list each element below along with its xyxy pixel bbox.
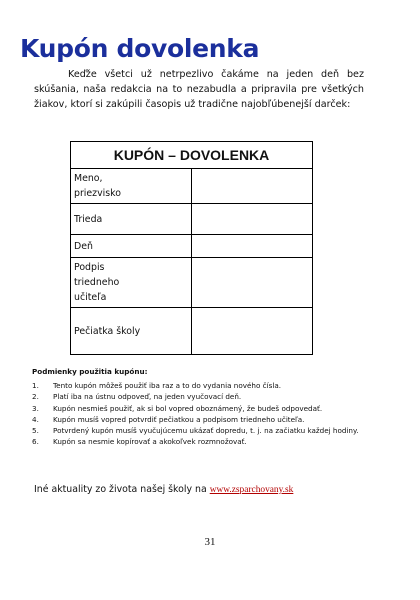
- conditions-title: Podmienky použitia kupónu:: [32, 367, 148, 376]
- school-website-link[interactable]: www.zsparchovany.sk: [209, 485, 294, 495]
- coupon-label-name: [71, 169, 192, 204]
- condition-number: 4.: [32, 414, 39, 424]
- coupon-field-signature[interactable]: [192, 258, 313, 308]
- condition-item: [32, 436, 372, 447]
- coupon-row: [71, 235, 313, 258]
- coupon-field-day[interactable]: [192, 235, 313, 258]
- coupon-heading-row: [71, 142, 313, 169]
- condition-text: Kupón nesmieš použiť, ak si bol vopred oboznámený, že budeš odpovedať.: [53, 403, 323, 413]
- label-line: Meno,: [74, 173, 103, 184]
- coupon-field-name[interactable]: [192, 169, 313, 204]
- coupon-row: [71, 308, 313, 355]
- coupon-row: [71, 204, 313, 235]
- page-number: 31: [204, 536, 216, 548]
- coupon-field-class[interactable]: [192, 204, 313, 235]
- label-line: Podpis: [74, 262, 105, 273]
- condition-number: 5.: [32, 426, 39, 436]
- coupon-label-day: [71, 235, 192, 258]
- coupon-row: [71, 169, 313, 204]
- condition-item: [32, 380, 372, 391]
- page-title: Kupón dovolenka: [20, 34, 260, 63]
- condition-text: Kupón sa nesmie kopírovať a akokoľvek rozmnožovať.: [53, 437, 247, 447]
- intro-paragraph: Keďže všetci už netrpezlivo čakáme na jeden deň bez skúšania, naša redakcia na to nezabudla a pripravila pre všetkých žiakov, ktorí si zakúpili časopis už tradične najobľúbenejší darček:: [34, 69, 364, 110]
- condition-text: Potvrdený kupón musíš vyučujúcemu ukázať dopredu, t. j. na začiatku každej hodiny.: [53, 426, 359, 436]
- coupon-table: [70, 141, 313, 355]
- coupon-heading: KUPÓN – DOVOLENKA: [71, 142, 313, 169]
- label-line: priezvisko: [74, 188, 121, 199]
- condition-text: Platí iba na ústnu odpoveď, na jeden vyučovací deň.: [53, 392, 242, 402]
- condition-number: 6.: [32, 437, 39, 447]
- condition-item: [32, 425, 372, 436]
- news-text: Iné aktuality zo života našej školy na: [34, 484, 210, 495]
- condition-item: [32, 391, 372, 402]
- label-line: Trieda: [74, 213, 103, 225]
- condition-number: 3.: [32, 403, 39, 413]
- coupon-row: [71, 258, 313, 308]
- coupon-field-stamp[interactable]: [192, 308, 313, 355]
- label-line: triedneho: [74, 277, 120, 288]
- condition-text: Tento kupón môžeš použiť iba raz a to do vydania nového čísla.: [53, 381, 282, 390]
- condition-item: [32, 414, 372, 425]
- label-line: Pečiatka školy: [74, 325, 141, 337]
- conditions-list: [32, 380, 372, 448]
- condition-text: Kupón musíš vopred potvrdiť pečiatkou a podpisom triedneho učiteľa.: [53, 414, 305, 424]
- news-line: [34, 484, 293, 495]
- condition-number: 1.: [32, 381, 39, 390]
- coupon-label-class: [71, 204, 192, 235]
- condition-item: [32, 403, 372, 414]
- label-line: učiteľa: [74, 292, 107, 303]
- label-line: Deň: [74, 240, 93, 252]
- condition-number: 2.: [32, 392, 39, 402]
- coupon-label-stamp: [71, 308, 192, 355]
- coupon-label-signature: [71, 258, 192, 308]
